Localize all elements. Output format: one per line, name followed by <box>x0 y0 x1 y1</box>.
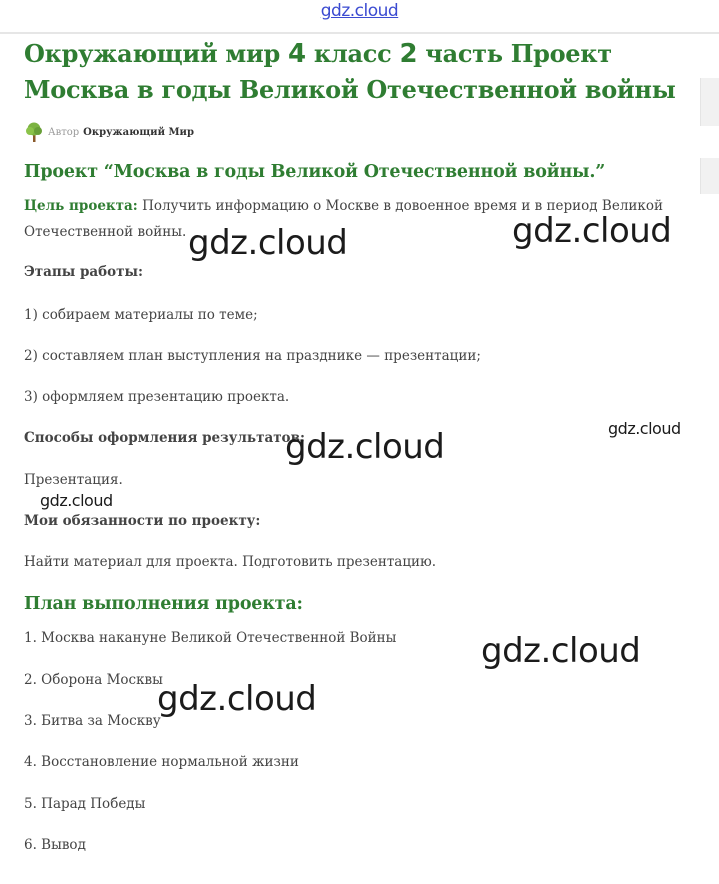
author-link[interactable]: Окружающий Мир <box>83 126 194 138</box>
duties-text: Найти материал для проекта. Подготовить презентацию. <box>24 554 437 570</box>
watermark: gdz.cloud <box>481 631 641 671</box>
plan-item: 2. Оборона Москвы <box>24 672 163 688</box>
side-tab-lower[interactable] <box>700 158 719 194</box>
top-watermark-link[interactable]: gdz.cloud <box>320 1 399 21</box>
watermark: gdz.cloud <box>188 223 348 263</box>
header-divider <box>0 32 719 34</box>
plan-item: 4. Восстановление нормальной жизни <box>24 754 299 770</box>
plan-item: 6. Вывод <box>24 837 86 853</box>
page-title: Окружающий мир 4 класс 2 часть Проект Москва в годы Великой Отечественной войны <box>24 39 676 104</box>
plan-item: 5. Парад Победы <box>24 796 146 812</box>
duties-label: Мои обязанности по проекту: <box>24 513 261 529</box>
stage-item: 1) собираем материалы по теме; <box>24 307 258 323</box>
side-tab-upper[interactable] <box>700 78 719 126</box>
goal-text: Получить информацию о Москве в довоенное время и в период Великой Отечественной войны. <box>24 198 663 240</box>
methods-text: Презентация. <box>24 472 123 488</box>
plan-item: 3. Битва за Москву <box>24 713 161 729</box>
stage-item: 2) составляем план выступления на празднике — презентации; <box>24 348 481 364</box>
stage-item: 3) оформляем презентацию проекта. <box>24 389 290 405</box>
watermark: gdz.cloud <box>40 491 113 510</box>
author-prefix: Автор <box>48 126 80 138</box>
project-heading: Проект “Москва в годы Великой Отечественной войны.” <box>24 162 606 182</box>
goal-label: Цель проекта: <box>24 198 138 214</box>
article-meta <box>24 121 194 143</box>
watermark: gdz.cloud <box>157 679 317 719</box>
plan-heading: План выполнения проекта: <box>24 594 303 614</box>
tree-icon <box>24 121 44 143</box>
watermark: gdz.cloud <box>608 419 681 438</box>
watermark: gdz.cloud <box>285 427 445 467</box>
plan-item: 1. Москва накануне Великой Отечественной Войны <box>24 630 397 646</box>
stages-label: Этапы работы: <box>24 264 144 280</box>
watermark: gdz.cloud <box>512 211 672 251</box>
methods-label: Способы оформления результатов: <box>24 430 305 446</box>
